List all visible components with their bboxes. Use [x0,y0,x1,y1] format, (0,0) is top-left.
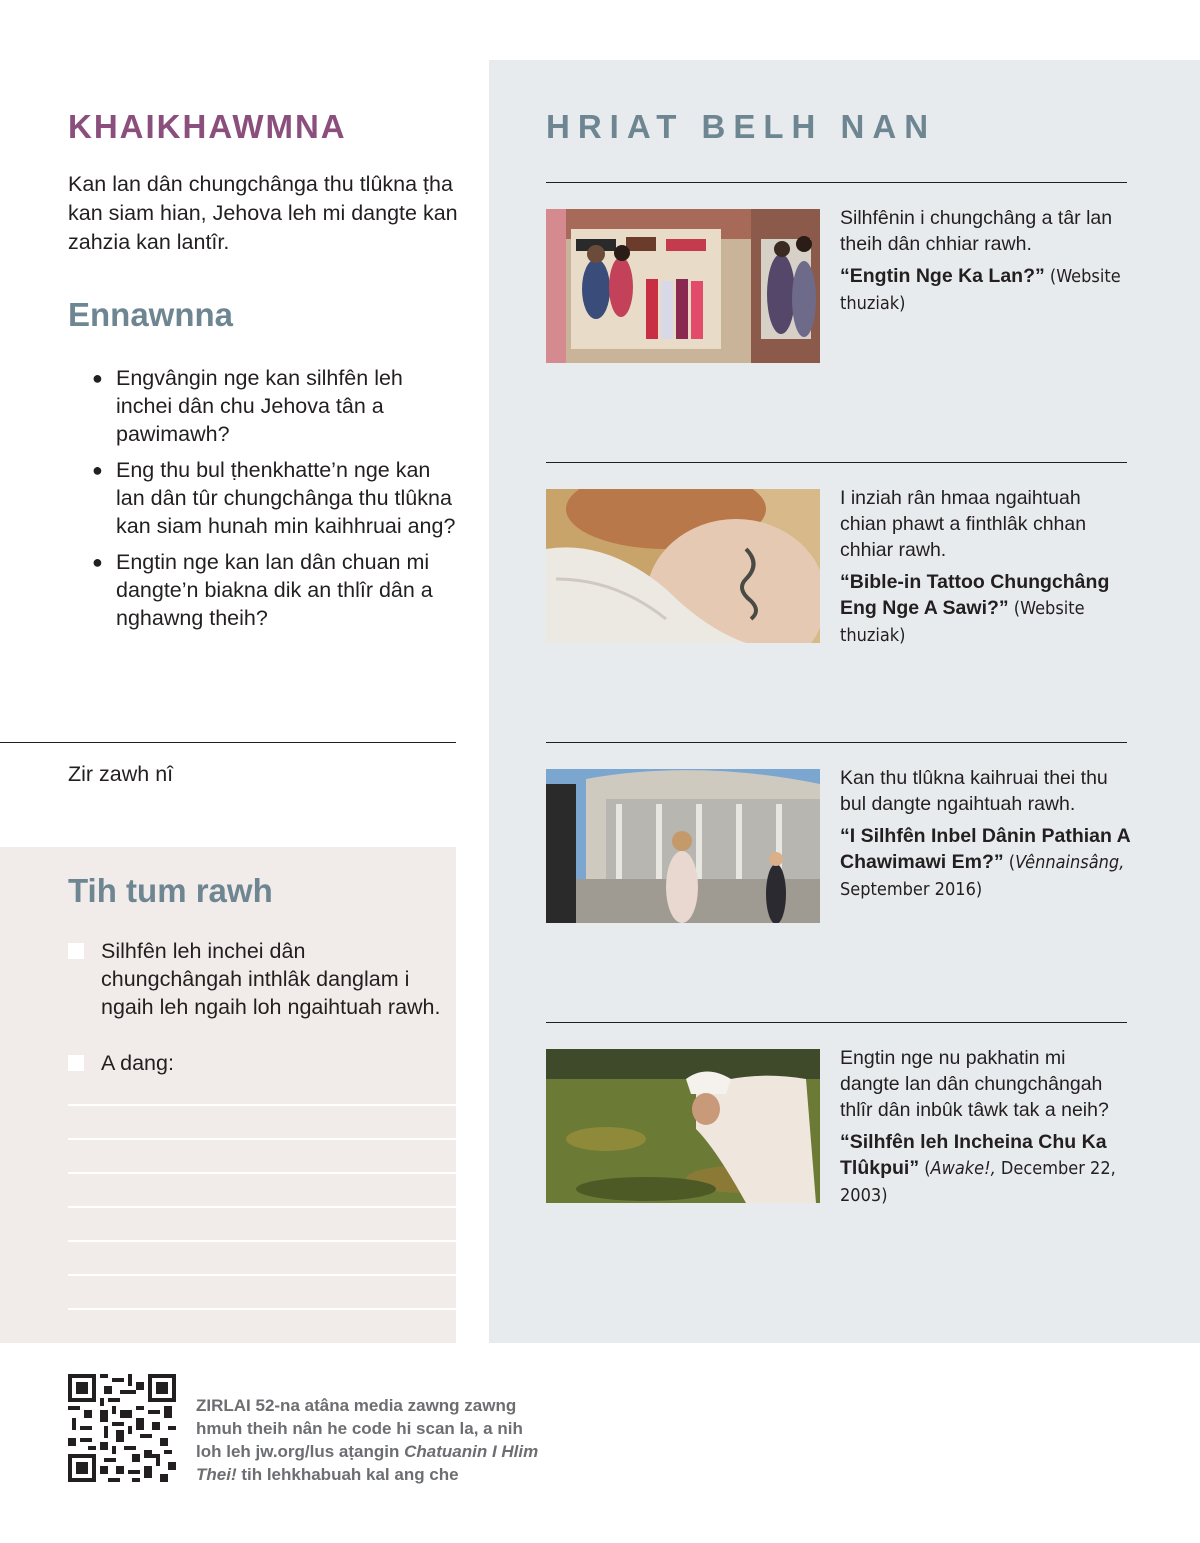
divider [546,182,1127,183]
review-question: ● Eng thu bul ṭhenkhatte’n nge kan lan dân tûr chungchânga thu tlûkna kan siam hunah min kaihhruai ang? [92,458,456,538]
checkbox[interactable] [68,1055,84,1071]
book-title: Chatuanin I Hlim Thei! [196,1442,539,1484]
entry-description: I inziah rân hmaa ngaihtuah chian phawt a finthlâk chhan chhiar rawh. [840,487,1087,561]
reference-source: (Website thuziak) [840,598,1085,646]
entry-description: Engtin nge nu pakhatin mi dangte lan dân chungchângah thlîr dân inbûk tâwk tak a neih? [840,1047,1109,1121]
divider [546,742,1127,743]
further-reading-heading: HRIAT BELH NAN [546,108,937,145]
review-question: ● Engvângin nge kan silhfên leh inchei dân chu Jehova tân a pawimawh? [92,366,403,446]
reference-title[interactable]: “Silhfên leh Incheina Chu Ka Tlûkpui” [840,1131,1107,1179]
review-questions-list [92,364,462,640]
review-question: ● Engtin nge kan lan dân chuan mi dangte’n biakna dik an thlîr dân a nghawng theih? [92,550,433,630]
reading-entry [840,765,1130,903]
bullet-icon: ● [92,460,103,480]
reference-source: Awake!, [930,1158,996,1179]
bullet-icon: ● [92,552,103,572]
write-in-line[interactable] [68,1240,456,1242]
bullet-icon: ● [92,368,103,388]
try-heading: Tih tum rawh [68,872,273,909]
reference-title[interactable]: “Engtin Nge Ka Lan?” [840,265,1045,287]
try-this-box [0,847,456,1343]
try-item-other: A dang: [101,1051,174,1075]
reading-entry [840,485,1130,649]
write-in-line[interactable] [68,1104,456,1106]
qr-code-icon[interactable] [68,1374,176,1482]
entry-description: Kan thu tlûkna kaihruai thei thu bul dangte ngaihtuah rawh. [840,767,1108,815]
summary-text: Kan lan dân chungchânga thu tlûkna ṭha kan siam hian, Jehova leh mi dangte kan zahzia kan lantîr. [68,172,458,254]
write-in-line[interactable] [68,1308,456,1310]
stadium-reporter-photo [546,769,820,923]
entry-reference[interactable]: “I Silhfên Inbel Dânin Pathian A Chawimawi Em?” (Vênnainsâng, September 2016) [840,825,1130,900]
clothing-store-photo [546,209,820,363]
divider [546,1022,1127,1023]
summary-heading: KHAIKHAWMNA [68,108,347,145]
date-completed-label: Zir zawh nî [68,762,174,786]
reference-source: Vênnainsâng, [1015,852,1125,873]
entry-reference[interactable]: “Silhfên leh Incheina Chu Ka Tlûkpui” (Awake!, December 22, 2003) [840,1131,1116,1206]
reading-entry [840,205,1130,317]
reference-title[interactable]: “I Silhfên Inbel Dânin Pathian A Chawimawi Em?” [840,825,1130,873]
reading-entry [840,1045,1130,1209]
footer-note: ZIRLAI 52-na atâna media zawng zawng hmuh theih nân he code hi scan la, a nih loh leh jw.org/lus aṭangin Chatuanin I Hlim Thei! tih lehkhabuah kal ang che [196,1396,539,1484]
entry-reference[interactable] [840,569,1130,649]
try-item: Silhfên leh inchei dân chungchângah inthlâk danglam i ngaih leh ngaih loh ngaihtuah rawh. [101,939,441,1019]
field-worker-photo [546,1049,820,1203]
write-in-line[interactable] [68,1172,456,1174]
write-in-line[interactable] [68,1206,456,1208]
checkbox[interactable] [68,943,84,959]
divider [0,742,456,743]
entry-reference[interactable] [840,263,1130,317]
reference-source: (Website thuziak) [840,266,1121,314]
entry-description: Silhfênin i chungchâng a târ lan theih dân chhiar rawh. [840,207,1113,255]
shoulder-tattoo-photo [546,489,820,643]
write-in-line[interactable] [68,1138,456,1140]
reference-title[interactable]: “Bible-in Tattoo Chungchâng Eng Nge A Sawi?” [840,571,1110,619]
write-in-line[interactable] [68,1274,456,1276]
divider [546,462,1127,463]
review-heading: Ennawnna [68,296,234,333]
